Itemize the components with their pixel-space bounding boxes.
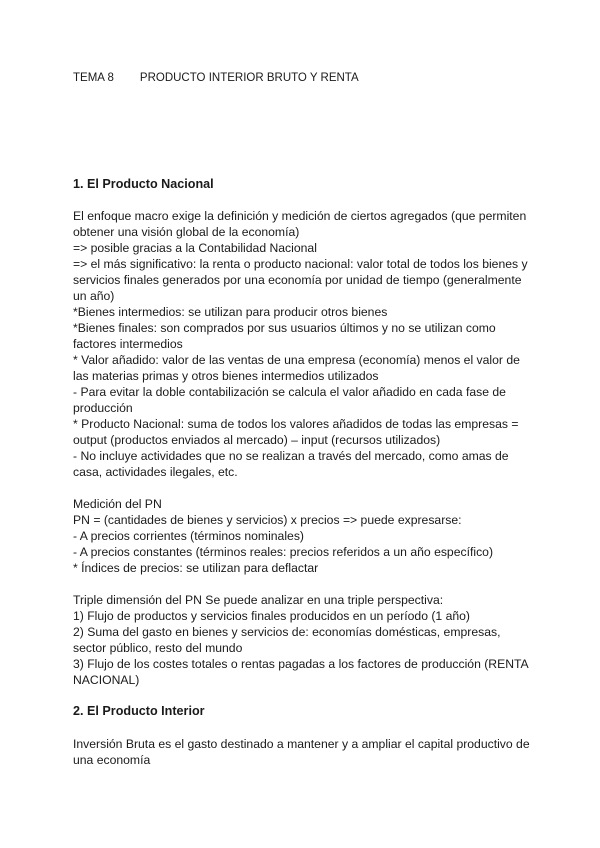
text-line: 3) Flujo de los costes totales o rentas pagadas a los factores de producción (RENTA xyxy=(73,657,529,671)
text-line: sector público, resto del mundo xyxy=(73,641,243,655)
text-line: - No incluye actividades que no se realizan a través del mercado, como amas de xyxy=(73,449,509,463)
section-heading: 1. El Producto Nacional xyxy=(73,177,214,191)
text-line: las materias primas y otros bienes intermedios utilizados xyxy=(73,369,379,383)
text-line: *Bienes intermedios: se utilizan para producir otros bienes xyxy=(73,305,388,319)
text-line: producción xyxy=(73,401,133,415)
text-line: => el más significativo: la renta o producto nacional: valor total de todos los bienes y xyxy=(73,257,528,271)
text-line: Triple dimensión del PN Se puede analizar en una triple perspectiva: xyxy=(73,593,444,607)
text-line: output (productos enviados al mercado) – input (recursos utilizados) xyxy=(73,433,441,447)
subsection-heading: Medición del PN xyxy=(73,497,162,511)
text-line: obtener una visión global de la economía) xyxy=(73,225,300,239)
text-line: Inversión Bruta es el gasto destinado a mantener y a ampliar el capital productivo de xyxy=(73,737,530,751)
text-line: 2) Suma del gasto en bienes y servicios de: economías domésticas, empresas, xyxy=(73,625,501,639)
text-line: un año) xyxy=(73,289,115,303)
text-line: 1) Flujo de productos y servicios finales producidos en un período (1 año) xyxy=(73,609,470,623)
text-line: factores intermedios xyxy=(73,337,183,351)
text-line: * Índices de precios: se utilizan para deflactar xyxy=(73,561,319,575)
text-line: NACIONAL) xyxy=(73,673,140,687)
text-line: * Producto Nacional: suma de todos los valores añadidos de todas las empresas = xyxy=(73,417,519,431)
section-heading: 2. El Producto Interior xyxy=(73,704,205,718)
text-line: casa, actividades ilegales, etc. xyxy=(73,465,238,479)
text-line: - A precios corrientes (términos nominales) xyxy=(73,529,304,543)
tema-label: TEMA 8 xyxy=(73,72,114,84)
text-line: - A precios constantes (términos reales: precios referidos a un año específico) xyxy=(73,545,493,559)
text-line: servicios finales generados por una economía por unidad de tiempo (generalmente xyxy=(73,273,522,287)
text-line: PN = (cantidades de bienes y servicios) x precios => puede expresarse: xyxy=(73,513,462,527)
document-header xyxy=(73,72,359,84)
text-line: * Valor añadido: valor de las ventas de una empresa (economía) menos el valor de xyxy=(73,353,520,367)
document-title: PRODUCTO INTERIOR BRUTO Y RENTA xyxy=(139,72,359,84)
text-line: una economía xyxy=(73,753,151,767)
text-line: => posible gracias a la Contabilidad Nacional xyxy=(73,241,317,255)
text-line: El enfoque macro exige la definición y medición de ciertos agregados (que permiten xyxy=(73,209,527,223)
text-line: *Bienes finales: son comprados por sus usuarios últimos y no se utilizan como xyxy=(73,321,496,335)
text-line: - Para evitar la doble contabilización se calcula el valor añadido en cada fase de xyxy=(73,385,506,399)
